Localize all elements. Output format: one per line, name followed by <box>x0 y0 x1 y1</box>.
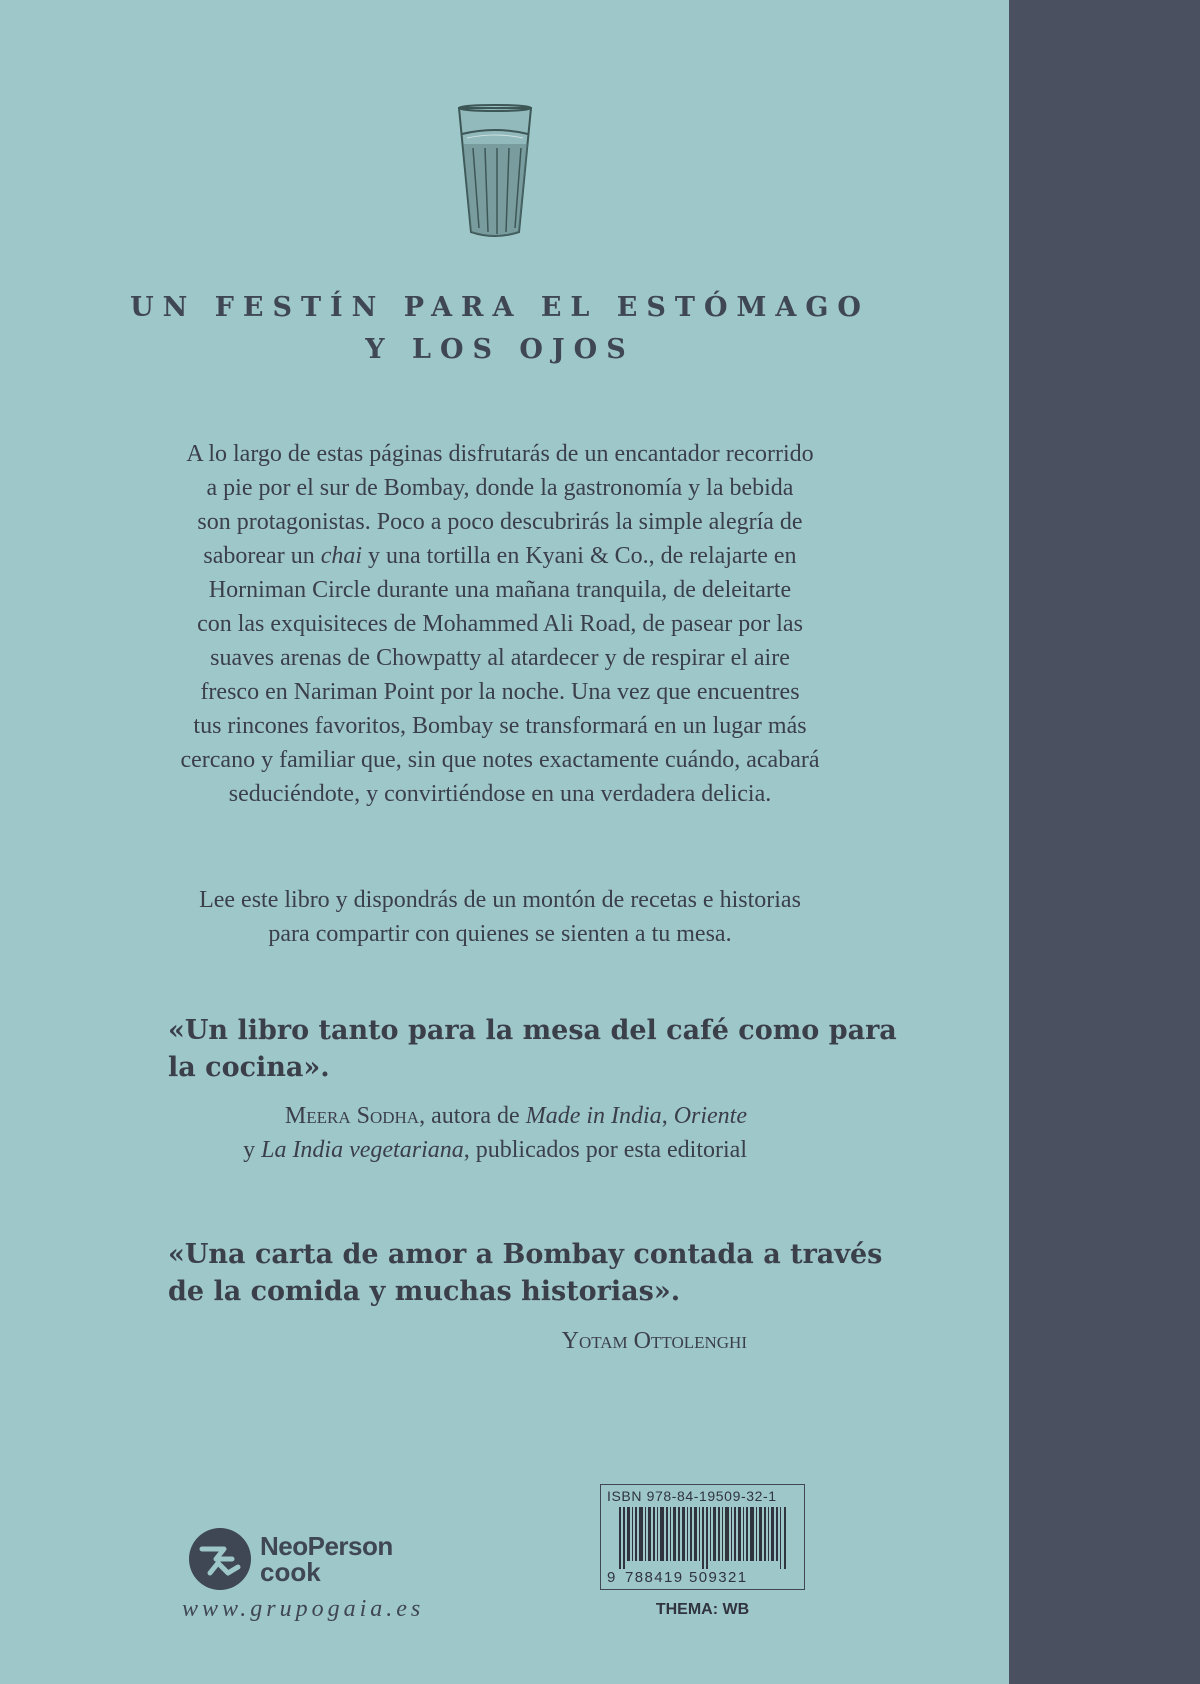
closing-line: Lee este libro y dispondrás de un montón de recetas e historias <box>199 887 801 913</box>
quote-line: «Una carta de amor a Bombay contada a través <box>168 1239 883 1270</box>
attribution-line <box>180 1099 747 1133</box>
blurb-line: son protagonistas. Poco a poco descubrirás la simple alegría de <box>197 509 803 535</box>
blurb-line: a pie por el sur de Bombay, donde la gastronomía y la bebida <box>206 475 794 501</box>
attribution-line <box>180 1133 747 1167</box>
closing-paragraph <box>140 883 860 951</box>
quote-line: «Un libro tanto para la mesa del café como para <box>168 1015 897 1046</box>
isbn-label: ISBN 978-84-19509-32-1 <box>607 1488 777 1504</box>
publisher-logo <box>188 1527 428 1593</box>
quote-line: de la comida y muchas historias». <box>168 1276 681 1307</box>
quote-line: la cocina». <box>168 1052 330 1083</box>
isbn-barcode <box>600 1484 805 1590</box>
thema-code: THEMA: WB <box>655 1601 750 1618</box>
publisher-website: www.grupogaia.es <box>182 1596 425 1622</box>
blurb-line: suaves arenas de Chowpatty al atardecer y de respirar el aire <box>210 645 790 671</box>
quote-2-attribution <box>400 1324 747 1358</box>
book-title: La India vegetariana <box>261 1137 464 1163</box>
closing-line: para compartir con quienes se sienten a tu mesa. <box>268 921 732 947</box>
blurb-paragraph <box>140 437 860 811</box>
quote-author: Meera Sodha <box>284 1103 420 1129</box>
blurb-line <box>140 539 860 573</box>
barcode-digits: 788419 509321 <box>625 1569 748 1586</box>
attribution-text: , publicados por esta editorial <box>463 1137 747 1163</box>
book-title: Made in India <box>525 1103 662 1129</box>
barcode-bars <box>619 1507 789 1569</box>
blurb-line: con las exquisiteces de Mohammed Ali Road, de pasear por las <box>197 611 803 637</box>
attribution-text: y <box>243 1137 262 1163</box>
book-spine <box>1009 0 1200 1684</box>
publisher-imprint: cook <box>260 1557 321 1587</box>
blurb-line: seduciéndote, y convirtiéndose en una verdadera delicia. <box>228 781 772 807</box>
blurb-line: fresco en Nariman Point por la noche. Una vez que encuentres <box>200 679 800 705</box>
review-quote-1 <box>168 1012 897 1086</box>
review-quote-2 <box>168 1236 883 1310</box>
quote-1-attribution <box>180 1099 747 1167</box>
attribution-text: , <box>661 1103 674 1129</box>
blurb-italic-term: chai <box>320 543 363 569</box>
heading-line-2: Y LOS OJOS <box>365 334 635 365</box>
neoperson-logo-icon <box>188 1527 252 1591</box>
quote-author: Yotam Ottolenghi <box>561 1328 747 1354</box>
blurb-line: Horniman Circle durante una mañana tranquila, de deleitarte <box>208 577 792 603</box>
chai-glass-icon <box>455 104 535 242</box>
blurb-line: tus rincones favoritos, Bombay se transformará en un lugar más <box>193 713 807 739</box>
blurb-line: cercano y familiar que, sin que notes exactamente cuándo, acabará <box>180 747 820 773</box>
heading-line-1: UN FESTÍN PARA EL ESTÓMAGO <box>130 292 870 323</box>
attribution-text: , autora de <box>419 1103 526 1129</box>
publisher-name: NeoPerson <box>260 1531 393 1561</box>
book-title: Oriente <box>673 1103 747 1129</box>
blurb-line: A lo largo de estas páginas disfrutarás de un encantador recorrido <box>186 441 814 467</box>
barcode-lead-digit: 9 <box>607 1569 616 1586</box>
blurb-text: saborear un <box>203 543 321 569</box>
blurb-text: y una tortilla en Kyani & Co., de relajarte en <box>362 543 797 569</box>
